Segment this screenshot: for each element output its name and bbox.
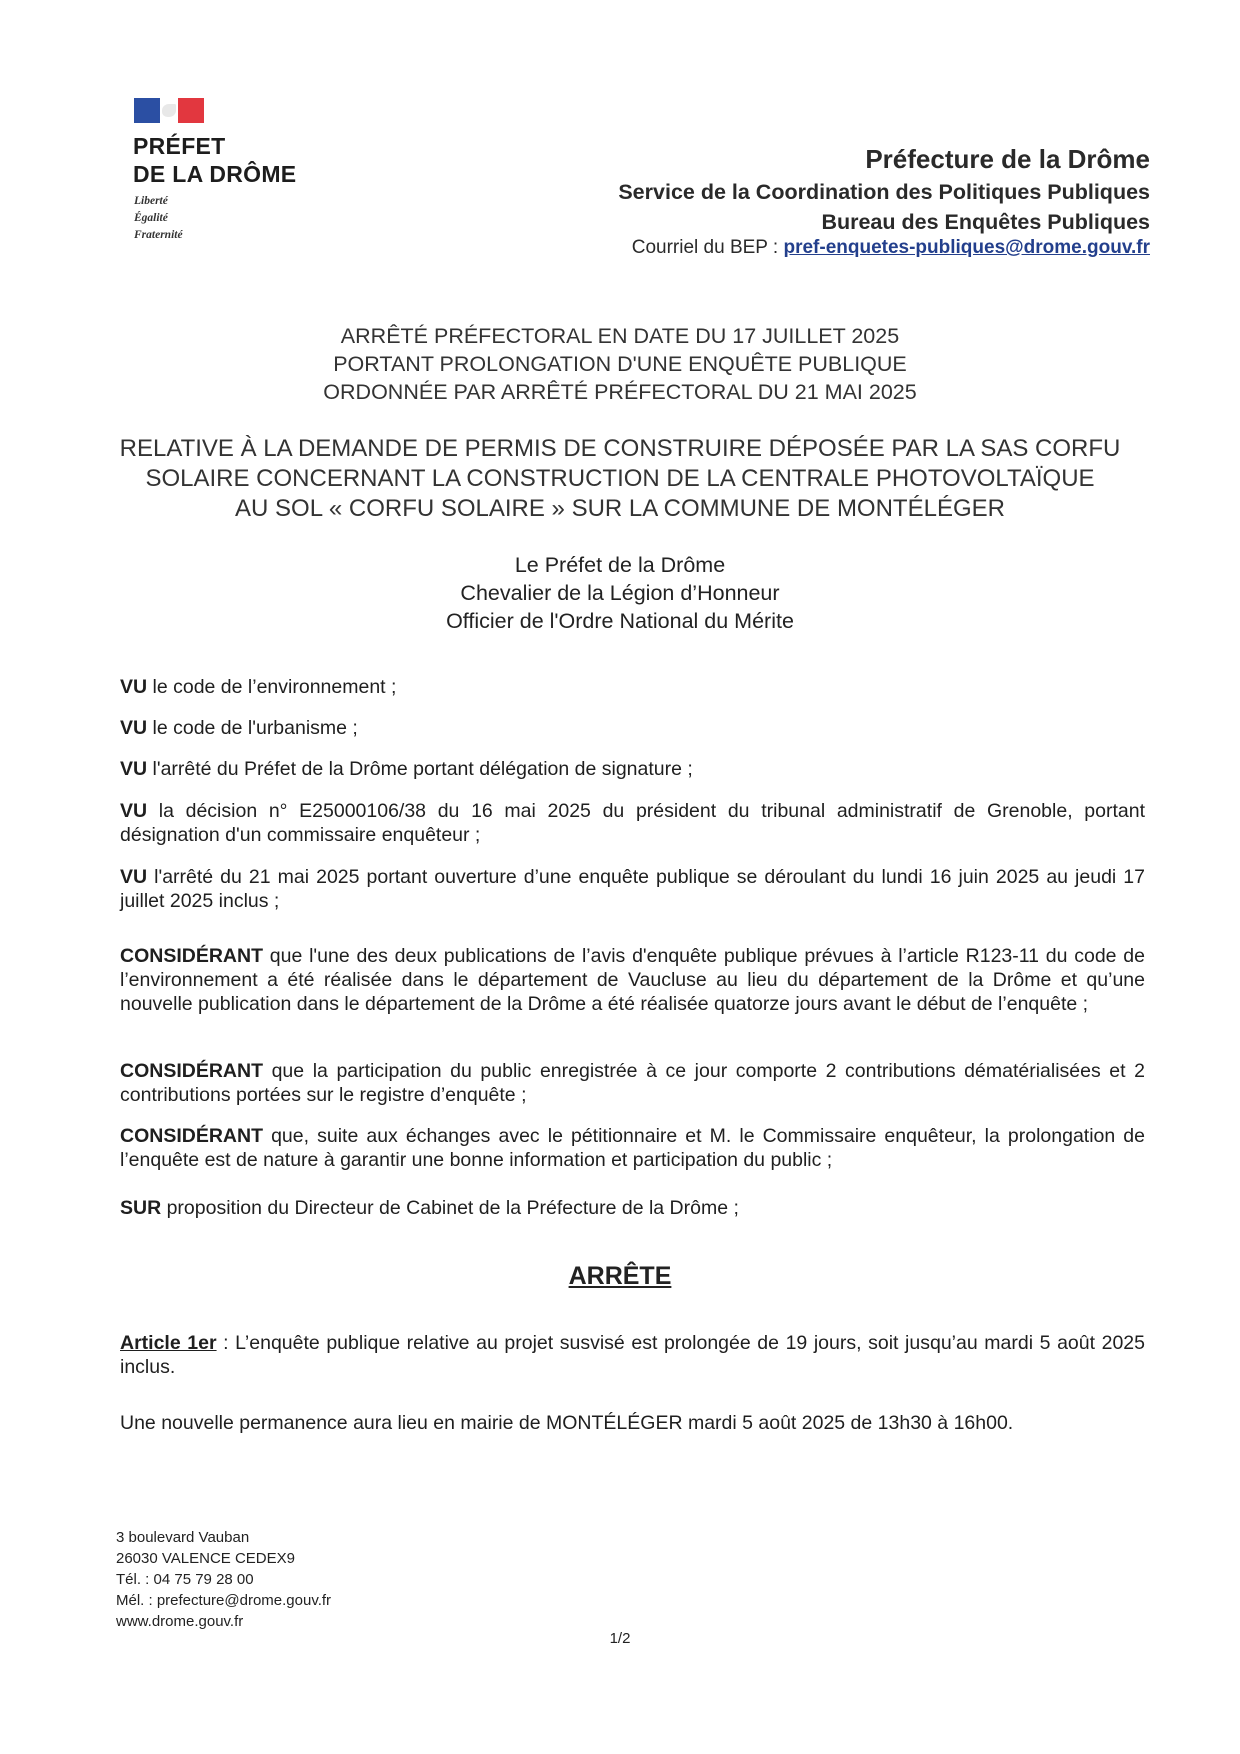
sur-paragraph [120,1196,1145,1220]
footer-email: Mél. : prefecture@drome.gouv.fr [116,1592,332,1609]
visa-text: la décision n° E25000106/38 du 16 mai 2025 du président du tribunal administratif de Grenoble, portant désignation d'un commissaire enquêteur ; [120,800,1145,846]
contact-email-line [632,237,1150,259]
motto-fraternite: Fraternité [134,229,183,241]
flag-white-band [160,98,178,123]
visa-text: le code de l'urbanisme ; [147,717,358,739]
visa-keyword: VU [120,676,148,698]
email-label: Courriel du BEP : [631,237,784,258]
permanence-paragraph: Une nouvelle permanence aura lieu en mairie de MONTÉLÉGER mardi 5 août 2025 de 13h30 à 16h00. [120,1412,1014,1434]
sur-text: proposition du Directeur de Cabinet de la Préfecture de la Drôme ; [161,1197,739,1219]
visa-text: l'arrêté du Préfet de la Drôme portant délégation de signature ; [147,758,693,780]
arrete-heading: ARRÊTE [568,1262,672,1290]
quality-line: Officier de l'Ordre National du Mérite [446,609,794,633]
subject-line: AU SOL « CORFU SOLAIRE » SUR LA COMMUNE DE MONTÉLÉGER [235,495,1005,522]
visa-paragraph [120,799,1145,847]
considerant-text: que l'une des deux publications de l’avis d'enquête publique prévues à l’article R123-11 du code de l’environnement a été réalisée dans le département de Vaucluse au lieu du département de la Drôme et qu’une nouvelle publication dans le département de la Drôme a été réalisée quatorze jours avant le début de l’enquête ; [120,945,1145,1015]
visa-paragraph [120,865,1145,913]
title-line: ARRÊTÉ PRÉFECTORAL EN DATE DU 17 JUILLET 2025 [340,324,900,348]
considerant-keyword: CONSIDÉRANT [120,1060,264,1082]
considerant-paragraph [120,944,1145,1016]
visa-text: le code de l’environnement ; [147,676,397,698]
prefet-title [133,132,296,188]
flag-red-band [178,98,204,123]
footer-street: 3 boulevard Vauban [116,1529,250,1546]
considerant-text: que la participation du public enregistrée à ce jour comporte 2 contributions dématérialisées et 2 contributions portées sur le registre d’enquête ; [120,1060,1145,1106]
visa-text: l'arrêté du 21 mai 2025 portant ouverture d’une enquête publique se déroulant du lundi 16 juin 2025 au jeudi 17 juillet 2025 inclus ; [120,866,1145,912]
page-number: 1/2 [609,1630,631,1647]
visa-keyword: VU [120,758,148,780]
considerant-keyword: CONSIDÉRANT [120,945,264,967]
visa-paragraph [120,675,1145,699]
article-1-label: Article 1er [120,1332,217,1354]
footer-address [116,1527,331,1632]
prefet-line2: DE LA DRÔME [133,161,297,187]
republic-motto [134,193,183,244]
visa-keyword: VU [120,717,148,739]
footer-phone: Tél. : 04 75 79 28 00 [116,1571,254,1588]
visa-paragraph [120,716,1145,740]
considerant-paragraph [120,1059,1145,1107]
motto-egalite: Égalité [134,212,168,224]
subject-line: RELATIVE À LA DEMANDE DE PERMIS DE CONSTRUIRE DÉPOSÉE PAR LA SAS CORFU [119,435,1121,462]
title-line: PORTANT PROLONGATION D'UNE ENQUÊTE PUBLIQUE [333,352,907,376]
marianne-flag-logo [134,98,204,123]
visa-keyword: VU [120,800,148,822]
arrete-subject [0,434,1240,524]
considerant-paragraph [120,1124,1145,1172]
quality-line: Le Préfet de la Drôme [514,553,726,577]
footer-website: www.drome.gouv.fr [116,1613,244,1630]
subject-line: SOLAIRE CONCERNANT LA CONSTRUCTION DE LA CENTRALE PHOTOVOLTAÏQUE [145,465,1095,492]
footer-city: 26030 VALENCE CEDEX9 [116,1550,295,1567]
visa-keyword: VU [120,866,148,888]
title-line: ORDONNÉE PAR ARRÊTÉ PRÉFECTORAL DU 21 MAI 2025 [323,380,917,404]
motto-liberte: Liberté [134,195,168,207]
bureau-name: Bureau des Enquêtes Publiques [821,210,1150,234]
arrete-title [0,322,1240,406]
article-1-text: : L’enquête publique relative au projet susvisé est prolongée de 19 jours, soit jusqu’au mardi 5 août 2025 inclus. [120,1332,1145,1378]
sur-keyword: SUR [120,1197,162,1219]
service-name: Service de la Coordination des Politiques Publiques [618,180,1150,204]
prefet-qualities [0,551,1240,635]
article-1-paragraph [120,1331,1145,1379]
prefecture-name: Préfecture de la Drôme [865,144,1150,174]
prefet-line1: PRÉFET [133,133,226,159]
quality-line: Chevalier de la Légion d’Honneur [460,581,780,605]
visa-paragraph [120,757,1145,781]
considerant-keyword: CONSIDÉRANT [120,1125,264,1147]
considerant-text: que, suite aux échanges avec le pétitionnaire et M. le Commissaire enquêteur, la prolongation de l’enquête est de nature à garantir une bonne information et participation du public ; [120,1125,1145,1171]
email-link[interactable]: pref-enquetes-publiques@drome.gouv.fr [783,237,1150,258]
flag-blue-band [134,98,160,123]
